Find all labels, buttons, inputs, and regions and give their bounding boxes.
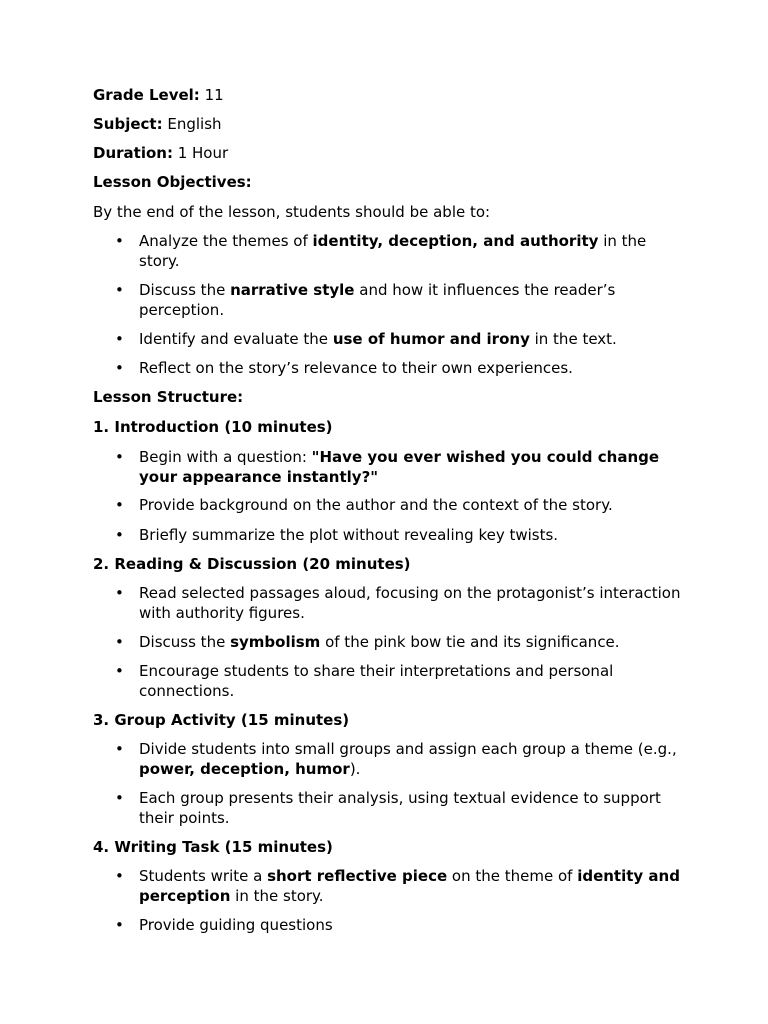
section-title-group-activity: 3. Group Activity (15 minutes) — [93, 711, 350, 729]
subject-value: English — [162, 115, 222, 133]
list-item: • Provide guiding questions — [115, 916, 333, 934]
list-item: • Students write a short reflective piece on the theme of identity and perception in the story. — [115, 867, 680, 905]
bullet-icon: • — [115, 662, 124, 680]
list-item: • Begin with a question: "Have you ever wished you could change your appearance instantly?" — [115, 448, 660, 486]
bullet-icon: • — [115, 633, 124, 651]
bullet-icon: • — [115, 740, 124, 758]
list-item: • Analyze the themes of identity, deception, and authority in the story. — [115, 232, 647, 270]
grade-level-value: 11 — [199, 86, 224, 104]
section-title-introduction: 1. Introduction (10 minutes) — [93, 418, 333, 436]
bullet-icon: • — [115, 281, 124, 299]
section-title-reading: 2. Reading & Discussion (20 minutes) — [93, 555, 411, 573]
bullet-icon: • — [115, 232, 124, 250]
grade-level-label: Grade Level: — [93, 86, 200, 104]
duration-label: Duration: — [93, 144, 173, 162]
subject-line — [93, 115, 222, 135]
section-title-writing-task: 4. Writing Task (15 minutes) — [93, 838, 333, 856]
bullet-icon: • — [115, 330, 124, 348]
list-item: • Provide background on the author and the context of the story. — [115, 496, 613, 514]
bullet-icon: • — [115, 448, 124, 466]
bullet-icon: • — [115, 916, 124, 934]
bullet-icon: • — [115, 359, 124, 377]
bullet-icon: • — [115, 496, 124, 514]
bullet-icon: • — [115, 584, 124, 602]
bullet-icon: • — [115, 867, 124, 885]
bullet-icon: • — [115, 526, 124, 544]
bullet-icon: • — [115, 789, 124, 807]
list-item: • Divide students into small groups and assign each group a theme (e.g., power, deception, humor). — [115, 740, 677, 778]
list-item: • Read selected passages aloud, focusing on the protagonist’s interaction with authority figures. — [115, 584, 681, 622]
structure-heading: Lesson Structure: — [93, 388, 244, 406]
list-item: • Discuss the symbolism of the pink bow tie and its significance. — [115, 633, 620, 651]
grade-level-line — [93, 86, 224, 106]
list-item: • Identify and evaluate the use of humor and irony in the text. — [115, 330, 617, 348]
duration-line — [93, 144, 228, 164]
list-item: • Discuss the narrative style and how it influences the reader’s perception. — [115, 281, 616, 319]
subject-label: Subject: — [93, 115, 163, 133]
list-item: • Encourage students to share their interpretations and personal connections. — [115, 662, 614, 700]
list-item: • Reflect on the story’s relevance to their own experiences. — [115, 359, 573, 377]
list-item: • Briefly summarize the plot without revealing key twists. — [115, 526, 559, 544]
duration-value: 1 Hour — [172, 144, 229, 162]
objectives-heading: Lesson Objectives: — [93, 173, 252, 191]
list-item: • Each group presents their analysis, using textual evidence to support their points. — [115, 789, 661, 827]
objectives-intro: By the end of the lesson, students should be able to: — [93, 203, 491, 221]
